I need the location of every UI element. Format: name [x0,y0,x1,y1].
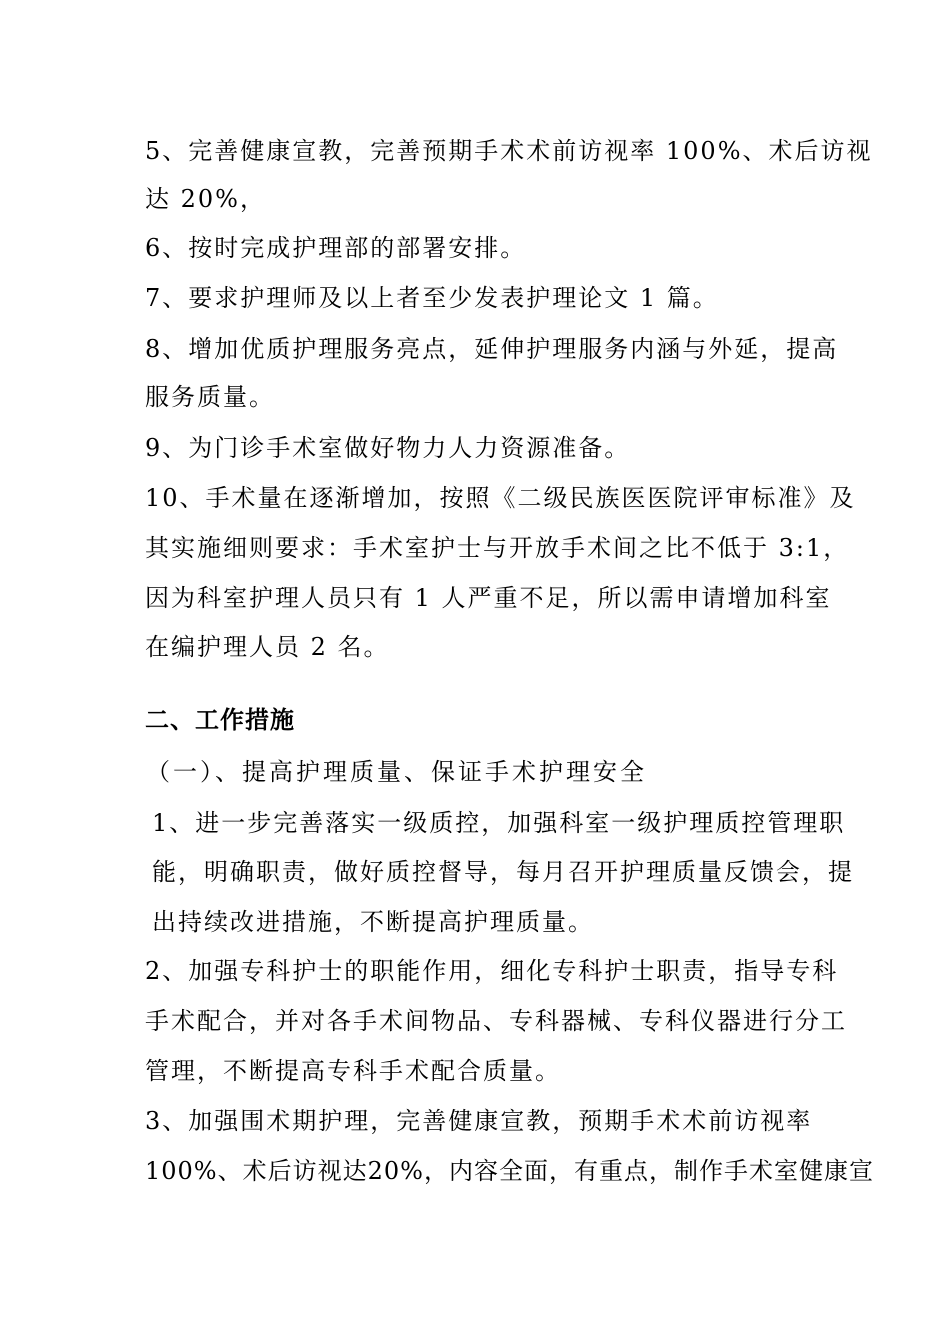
measure-line: 手术配合，并对各手术间物品、专科器械、专科仪器进行分工 [145,1007,847,1035]
text-line: 8、增加优质护理服务亮点，延伸护理服务内涵与外延，提高 [145,335,839,363]
section-heading: 二、工作措施 [145,706,295,734]
measure-line: 3、加强围术期护理，完善健康宣教，预期手术术前访视率 [145,1107,813,1135]
text-line: 7、要求护理师及以上者至少发表护理论文 1 篇。 [145,284,719,312]
measure-line: 100%、术后访视达20%，内容全面，有重点，制作手术室健康宣 [145,1157,874,1185]
subsection-heading: （一）、提高护理质量、保证手术护理安全 [146,758,647,786]
text-line: 其实施细则要求：手术室护士与开放手术间之比不低于 3:1， [145,534,850,562]
text-line: 9、为门诊手术室做好物力人力资源准备。 [145,434,631,462]
text-line: 6、按时完成护理部的部署安排。 [145,234,527,262]
measure-line: 1、进一步完善落实一级质控，加强科室一级护理质控管理职 [152,809,846,837]
text-line: 服务质量。 [145,383,275,411]
measure-line: 能，明确职责，做好质控督导，每月召开护理质量反馈会，提 [152,858,854,886]
text-line: 在编护理人员 2 名。 [145,633,390,661]
measure-line: 管理，不断提高专科手术配合质量。 [145,1057,561,1085]
measure-line: 2、加强专科护士的职能作用，细化专科护士职责，指导专科 [145,957,839,985]
text-line: 5、完善健康宣教，完善预期手术术前访视率 100%、术后访视 [145,137,873,165]
text-line: 因为科室护理人员只有 1 人严重不足，所以需申请增加科室 [145,584,832,612]
measure-line: 出持续改进措施，不断提高护理质量。 [152,908,594,936]
text-line: 10、手术量在逐渐增加，按照《二级民族医医院评审标准》及 [145,484,856,512]
text-line: 达 20%， [145,185,266,213]
